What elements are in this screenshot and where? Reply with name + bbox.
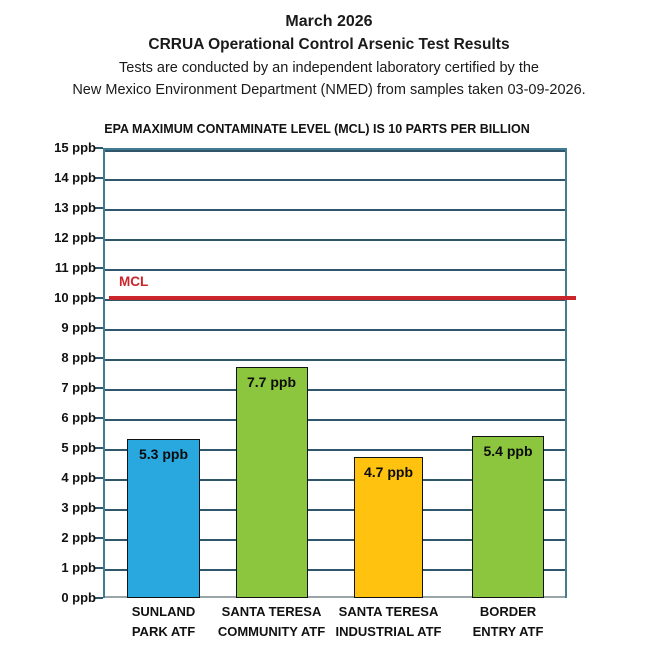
gridline [105, 150, 565, 152]
report-title: CRRUA Operational Control Arsenic Test Results [148, 36, 510, 53]
y-axis-tick [95, 237, 103, 239]
category-label-line: INDUSTRIAL ATF [335, 624, 442, 639]
y-tick-label: 13 ppb [54, 200, 96, 215]
y-tick-label: 10 ppb [54, 290, 96, 305]
y-axis-tick [95, 147, 103, 149]
category-label-border-entry-atf [433, 602, 583, 642]
y-tick-label: 9 ppb [61, 320, 96, 335]
y-axis-tick [95, 267, 103, 269]
report-subtitle-line2: New Mexico Environment Department (NMED) from samples taken 03-09-2026. [72, 82, 586, 98]
category-label-line: COMMUNITY ATF [217, 624, 326, 639]
bar-santa-teresa-industrial-atf [354, 457, 423, 598]
gridline [105, 239, 565, 241]
gridline [105, 329, 565, 331]
category-label-line: SUNLAND [131, 604, 196, 619]
bar-value-label: 4.7 ppb [363, 464, 413, 480]
y-axis-tick [95, 567, 103, 569]
y-tick-label: 1 ppb [61, 560, 96, 575]
y-axis-tick [95, 417, 103, 419]
y-axis-tick [95, 597, 103, 599]
y-axis-tick [95, 297, 103, 299]
bar-value-label: 5.4 ppb [483, 443, 533, 459]
y-tick-label: 15 ppb [54, 140, 96, 155]
gridline [105, 209, 565, 211]
y-tick-label: 7 ppb [61, 380, 96, 395]
gridline [105, 419, 565, 421]
y-axis-tick [95, 537, 103, 539]
y-tick-label: 14 ppb [54, 170, 96, 185]
y-axis-tick [95, 177, 103, 179]
y-tick-label: 8 ppb [61, 350, 96, 365]
y-axis-tick [95, 477, 103, 479]
y-tick-label: 2 ppb [61, 530, 96, 545]
mcl-label: MCL [119, 274, 149, 289]
gridline [105, 179, 565, 181]
gridline [105, 269, 565, 271]
y-tick-label: 5 ppb [61, 440, 96, 455]
bar-santa-teresa-community-atf [236, 367, 308, 598]
category-label-line: BORDER [479, 604, 537, 619]
y-axis-tick [95, 327, 103, 329]
y-tick-label: 12 ppb [54, 230, 96, 245]
category-label-line: SANTA TERESA [338, 604, 439, 619]
y-tick-label: 0 ppb [61, 590, 96, 605]
gridline [105, 389, 565, 391]
y-axis-tick [95, 387, 103, 389]
bar-value-label: 7.7 ppb [246, 374, 296, 390]
report-month-title: March 2026 [285, 13, 373, 30]
y-tick-label: 3 ppb [61, 500, 96, 515]
bar-border-entry-atf [472, 436, 544, 598]
gridline [105, 359, 565, 361]
bar-sunland-park-atf [127, 439, 200, 598]
y-axis-tick [95, 357, 103, 359]
y-tick-label: 4 ppb [61, 470, 96, 485]
category-label-line: ENTRY ATF [472, 624, 544, 639]
chart-title: EPA MAXIMUM CONTAMINATE LEVEL (MCL) IS 10 PARTS PER BILLION [104, 122, 530, 136]
y-axis-tick [95, 207, 103, 209]
y-tick-label: 11 ppb [54, 260, 96, 275]
y-tick-label: 6 ppb [61, 410, 96, 425]
report-subtitle-line1: Tests are conducted by an independent laboratory certified by the [119, 60, 539, 76]
category-label-line: PARK ATF [131, 624, 196, 639]
category-label-line: SANTA TERESA [221, 604, 322, 619]
y-axis-tick [95, 447, 103, 449]
bar-value-label: 5.3 ppb [138, 446, 188, 462]
mcl-line [109, 296, 576, 300]
y-axis-tick [95, 507, 103, 509]
